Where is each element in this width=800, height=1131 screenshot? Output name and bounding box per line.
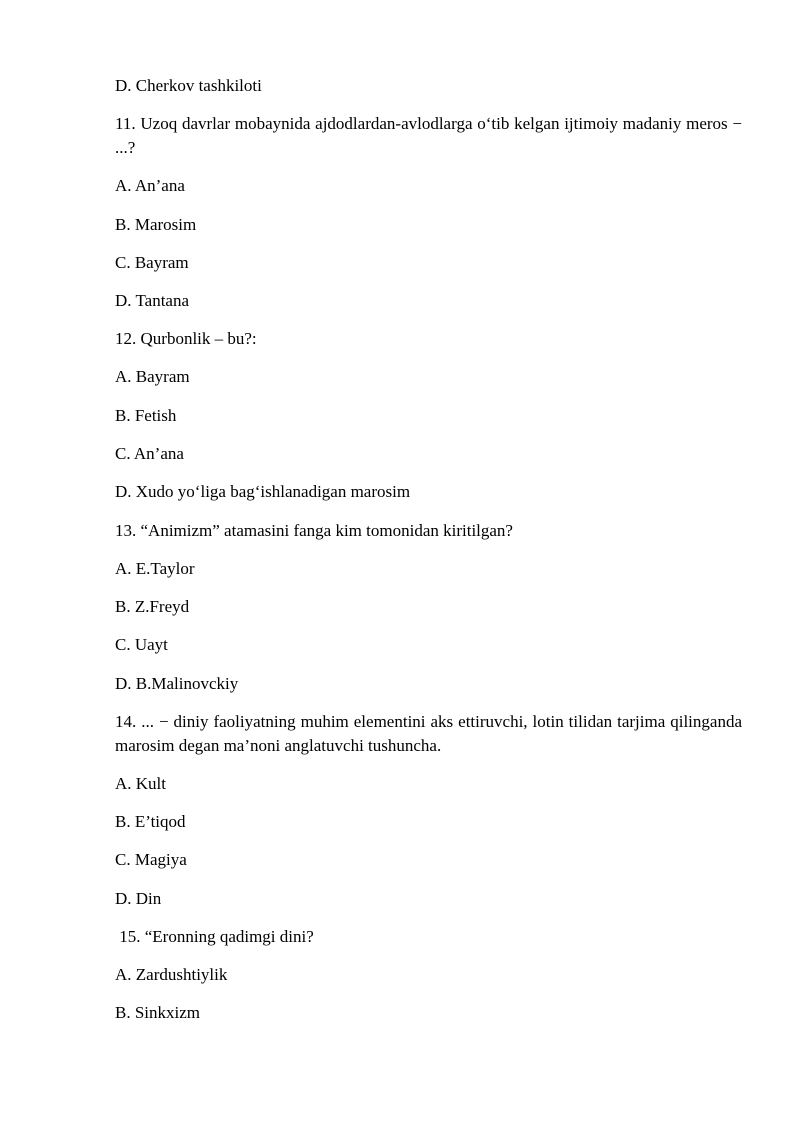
answer-option: B. Sinkxizm: [115, 1003, 201, 1023]
answer-option: A. E.Taylor: [115, 558, 195, 578]
question-text: 13. “Animizm” atamasini fanga kim tomonidan kiritilgan?: [115, 520, 513, 540]
answer-option: C. Magiya: [115, 850, 187, 870]
answer-option: D. Tantana: [115, 291, 190, 311]
answer-option: D. Din: [115, 888, 162, 908]
answer-option: B. Fetish: [115, 405, 177, 425]
answer-option: A. An’ana: [115, 176, 185, 196]
document-page: [115, 74, 747, 1040]
question-text: 12. Qurbonlik – bu?:: [115, 329, 257, 349]
answer-option: A. Bayram: [115, 367, 190, 387]
answer-option: C. An’ana: [115, 444, 184, 464]
answer-option: D. B.Malinovckiy: [115, 673, 239, 693]
answer-option: C. Uayt: [115, 635, 168, 655]
answer-option: C. Bayram: [115, 252, 189, 272]
answer-option: D. Xudo yo‘liga bag‘ishlanadigan marosim: [115, 482, 411, 502]
answer-option: B. E’tiqod: [115, 812, 186, 832]
question-text: 11. Uzoq davrlar mobaynida ajdodlardan-avlodlarga o‘tib kelgan ijtimoiy madaniy meros − ...?: [115, 114, 747, 158]
question-text: 14. ... − diniy faoliyatning muhim elementini aks ettiruvchi, lotin tilidan tarjima qilinganda marosim degan ma’noni anglatuvchi tushuncha.: [115, 711, 747, 755]
answer-option: B. Z.Freyd: [115, 596, 190, 616]
answer-option: D. Cherkov tashkiloti: [115, 76, 262, 95]
answer-option: A. Zardushtiylik: [115, 965, 228, 985]
question-text: 15. “Eronning qadimgi dini?: [115, 927, 314, 947]
answer-option: B. Marosim: [115, 214, 197, 234]
answer-option: A. Kult: [115, 773, 166, 793]
